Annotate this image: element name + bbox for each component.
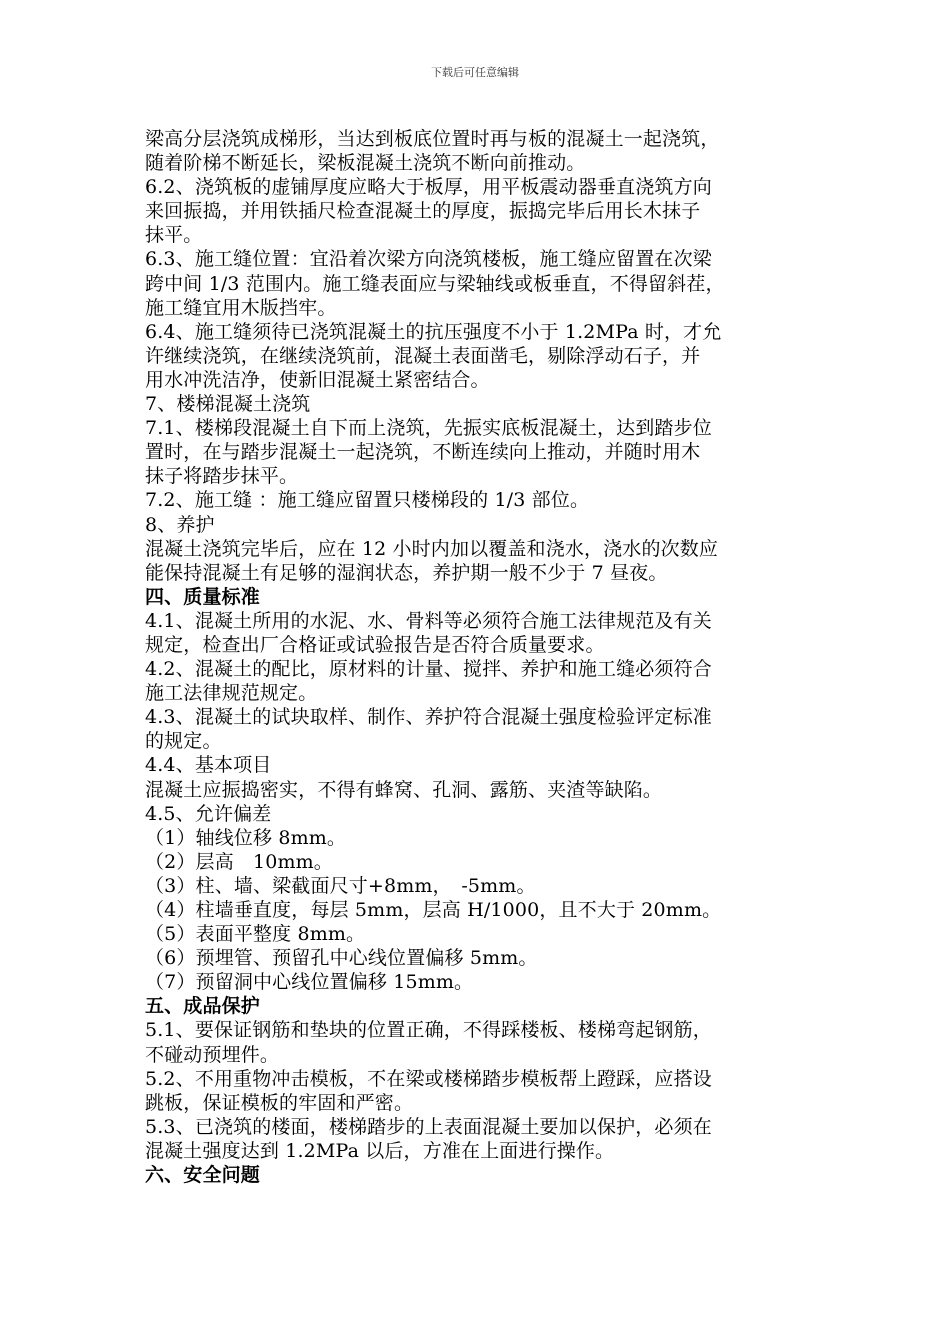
- text-line: 6.3、施工缝位置：宜沿着次梁方向浇筑楼板，施工缝应留置在次梁: [145, 248, 712, 271]
- text-line: 置时，在与踏步混凝土一起浇筑，不断连续向上推动，并随时用木: [145, 441, 701, 464]
- text-line: （4）柱墙垂直度，每层 5mm，层高 H/1000，且不大于 20mm。: [145, 899, 722, 921]
- text-line: （1）轴线位移 8mm。: [145, 826, 347, 849]
- text-line: 随着阶梯不断延长，梁板混凝土浇筑不断向前推动。: [145, 152, 586, 175]
- section-heading: 四、质量标准: [145, 585, 260, 608]
- section-heading: 六、安全问题: [145, 1164, 260, 1187]
- text-line: （2）层高 10mm。: [145, 850, 333, 873]
- text-line: 混凝土强度达到 1.2MPa 以后，方准在上面进行操作。: [145, 1139, 615, 1162]
- text-line: 4.5、允许偏差: [145, 802, 272, 825]
- text-line: 4.4、基本项目: [145, 754, 272, 777]
- text-line: （3）柱、墙、梁截面尺寸+8mm， -5mm。: [145, 874, 536, 897]
- text-line: 5.1、要保证钢筋和垫块的位置正确，不得踩楼板、楼梯弯起钢筋，: [145, 1019, 712, 1042]
- text-line: （6）预埋管、预留孔中心线位置偏移 5mm。: [145, 947, 538, 970]
- text-line: 梁高分层浇筑成梯形，当达到板底位置时再与板的混凝土一起浇筑，: [145, 128, 720, 150]
- text-line: 5.2、不用重物冲击模板，不在梁或楼梯踏步模板帮上蹬踩，应搭设: [145, 1067, 712, 1090]
- text-line: （5）表面平整度 8mm。: [145, 923, 366, 946]
- text-line: 规定，检查出厂合格证或试验报告是否符合质量要求。: [145, 633, 605, 656]
- text-line: 不碰动预埋件。: [145, 1043, 280, 1066]
- text-line: 跳板，保证模板的牢固和严密。: [145, 1091, 414, 1114]
- text-line: 施工缝宜用木版挡牢。: [145, 296, 337, 319]
- text-line: 来回振捣，并用铁插尺检查混凝土的厚度，振捣完毕后用长木抹子: [145, 200, 701, 223]
- text-line: 4.1、混凝土所用的水泥、水、骨料等必须符合施工法律规范及有关: [145, 609, 712, 632]
- text-line: 能保持混凝土有足够的湿润状态，养护期一般不少于 7 昼夜。: [145, 561, 668, 584]
- text-line: 用水冲洗洁净，使新旧混凝土紧密结合。: [145, 368, 490, 391]
- text-line: 7、楼梯混凝土浇筑: [145, 393, 311, 416]
- text-line: 6.4、施工缝须待已浇筑混凝土的抗压强度不小于 1.2MPa 时，才允: [145, 320, 722, 343]
- text-line: 许继续浇筑，在继续浇筑前，混凝土表面凿毛，剔除浮动石子，并: [145, 344, 701, 367]
- text-line: 的规定。: [145, 730, 222, 753]
- text-line: 4.2、混凝土的配比，原材料的计量、搅拌、养护和施工缝必须符合: [145, 658, 712, 681]
- text-line: 混凝土应振捣密实，不得有蜂窝、孔洞、露筋、夹渣等缺陷。: [145, 778, 663, 801]
- text-line: 6.2、浇筑板的虚铺厚度应略大于板厚，用平板震动器垂直浇筑方向: [145, 176, 712, 199]
- text-line: 7.2、施工缝 ：施工缝应留置只楼梯段的 1/3 部位。: [145, 489, 590, 512]
- text-line: 抹平。: [145, 224, 203, 247]
- text-line: 7.1、楼梯段混凝土自下而上浇筑，先振实底板混凝土，达到踏步位: [145, 417, 712, 440]
- text-line: 5.3、已浇筑的楼面，楼梯踏步的上表面混凝土要加以保护，必须在: [145, 1115, 712, 1138]
- document-body: [145, 127, 825, 1187]
- text-line: （7）预留洞中心线位置偏移 15mm。: [145, 971, 474, 994]
- text-line: 混凝土浇筑完毕后，应在 12 小时内加以覆盖和浇水，浇水的次数应: [145, 537, 719, 560]
- text-line: 4.3、混凝土的试块取样、制作、养护符合混凝土强度检验评定标准: [145, 706, 712, 729]
- page-header: 下载后可任意编辑: [431, 66, 519, 79]
- text-line: 施工法律规范规定。: [145, 682, 318, 705]
- section-heading: 五、成品保护: [145, 995, 260, 1018]
- text-line: 抹子将踏步抹平。: [145, 465, 299, 488]
- text-line: 跨中间 1/3 范围内。施工缝表面应与梁轴线或板垂直，不得留斜茬，: [145, 272, 725, 295]
- text-line: 8、养护: [145, 513, 215, 536]
